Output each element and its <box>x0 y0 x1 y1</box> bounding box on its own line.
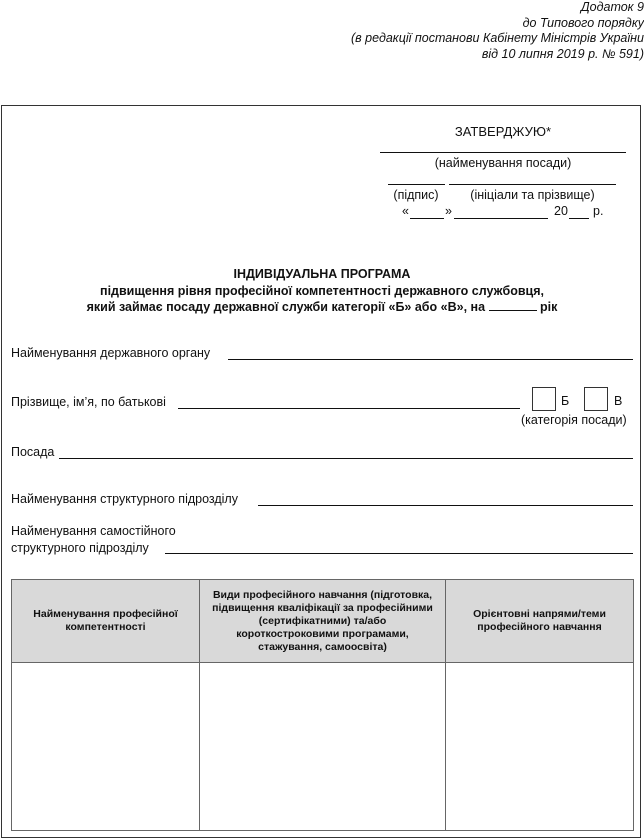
agency-label: Найменування державного органу <box>11 346 211 360</box>
annex-header <box>351 0 644 62</box>
program-year-suffix: рік <box>540 300 558 314</box>
table-cell-training-topics[interactable] <box>446 663 634 831</box>
approval-heading: ЗАТВЕРДЖУЮ* <box>454 124 552 139</box>
unit-label: Найменування структурного підрозділу <box>11 492 238 506</box>
date-close-quote: » <box>445 204 452 218</box>
indep-unit-input-line[interactable] <box>165 553 633 554</box>
date-year-suffix: р. <box>593 204 604 218</box>
indep-unit-label-2: структурного підрозділу <box>11 541 149 555</box>
category-b-checkbox[interactable] <box>532 387 556 411</box>
date-month-line[interactable] <box>454 218 548 219</box>
competence-table <box>11 579 634 831</box>
annex-reference: до Типового порядку <box>522 15 644 30</box>
signature-caption: (підпис) <box>393 188 439 202</box>
position-caption: (найменування посади) <box>434 156 572 170</box>
initials-caption: (ініціали та прізвище) <box>470 188 595 202</box>
date-year-line[interactable] <box>569 218 589 219</box>
header-competence: Найменування професійної компетентності <box>12 580 200 663</box>
header-training-topics: Орієнтовні напрями/теми професійного навчання <box>446 580 634 663</box>
program-subtitle-line3 <box>0 299 644 315</box>
indep-unit-label-1: Найменування самостійного <box>11 524 176 538</box>
initials-line[interactable] <box>449 184 616 185</box>
program-subtitle-text: який займає посаду державної служби категорії «Б» або «В», на <box>86 300 486 314</box>
program-year-line[interactable] <box>489 300 537 311</box>
table-row <box>12 663 634 831</box>
name-input-line[interactable] <box>178 408 520 409</box>
signature-line[interactable] <box>388 184 445 185</box>
annex-number: Додаток 9 <box>580 0 644 14</box>
table-cell-competence[interactable] <box>12 663 200 831</box>
agency-input-line[interactable] <box>228 359 633 360</box>
date-day-line[interactable] <box>410 218 444 219</box>
category-caption: (категорія посади) <box>521 413 627 427</box>
category-b-label: Б <box>561 394 570 408</box>
position-label: Посада <box>11 445 55 459</box>
annex-date: від 10 липня 2019 р. № 591) <box>481 46 644 61</box>
annex-edition: (в редакції постанови Кабінету Міністрів України <box>351 31 644 45</box>
date-year-prefix: 20 <box>554 204 568 218</box>
table-header-row <box>12 580 634 663</box>
unit-input-line[interactable] <box>258 505 633 506</box>
header-training-types: Види професійного навчання (підготовка, підвищення кваліфікації за професійними (сертифікатними) та/або короткостроковими програмами, стажування, самоосвіта) <box>200 580 446 663</box>
program-title: ІНДИВІДУАЛЬНА ПРОГРАМА <box>233 267 411 281</box>
table-cell-training-types[interactable] <box>200 663 446 831</box>
category-v-checkbox[interactable] <box>584 387 608 411</box>
date-open-quote: « <box>402 204 409 218</box>
name-label: Прізвище, ім’я, по батькові <box>11 395 166 409</box>
category-v-label: В <box>614 394 623 408</box>
position-line[interactable] <box>380 152 626 153</box>
position-input-line[interactable] <box>59 458 633 459</box>
program-subtitle: підвищення рівня професійної компетентності державного службовця, <box>100 284 544 298</box>
